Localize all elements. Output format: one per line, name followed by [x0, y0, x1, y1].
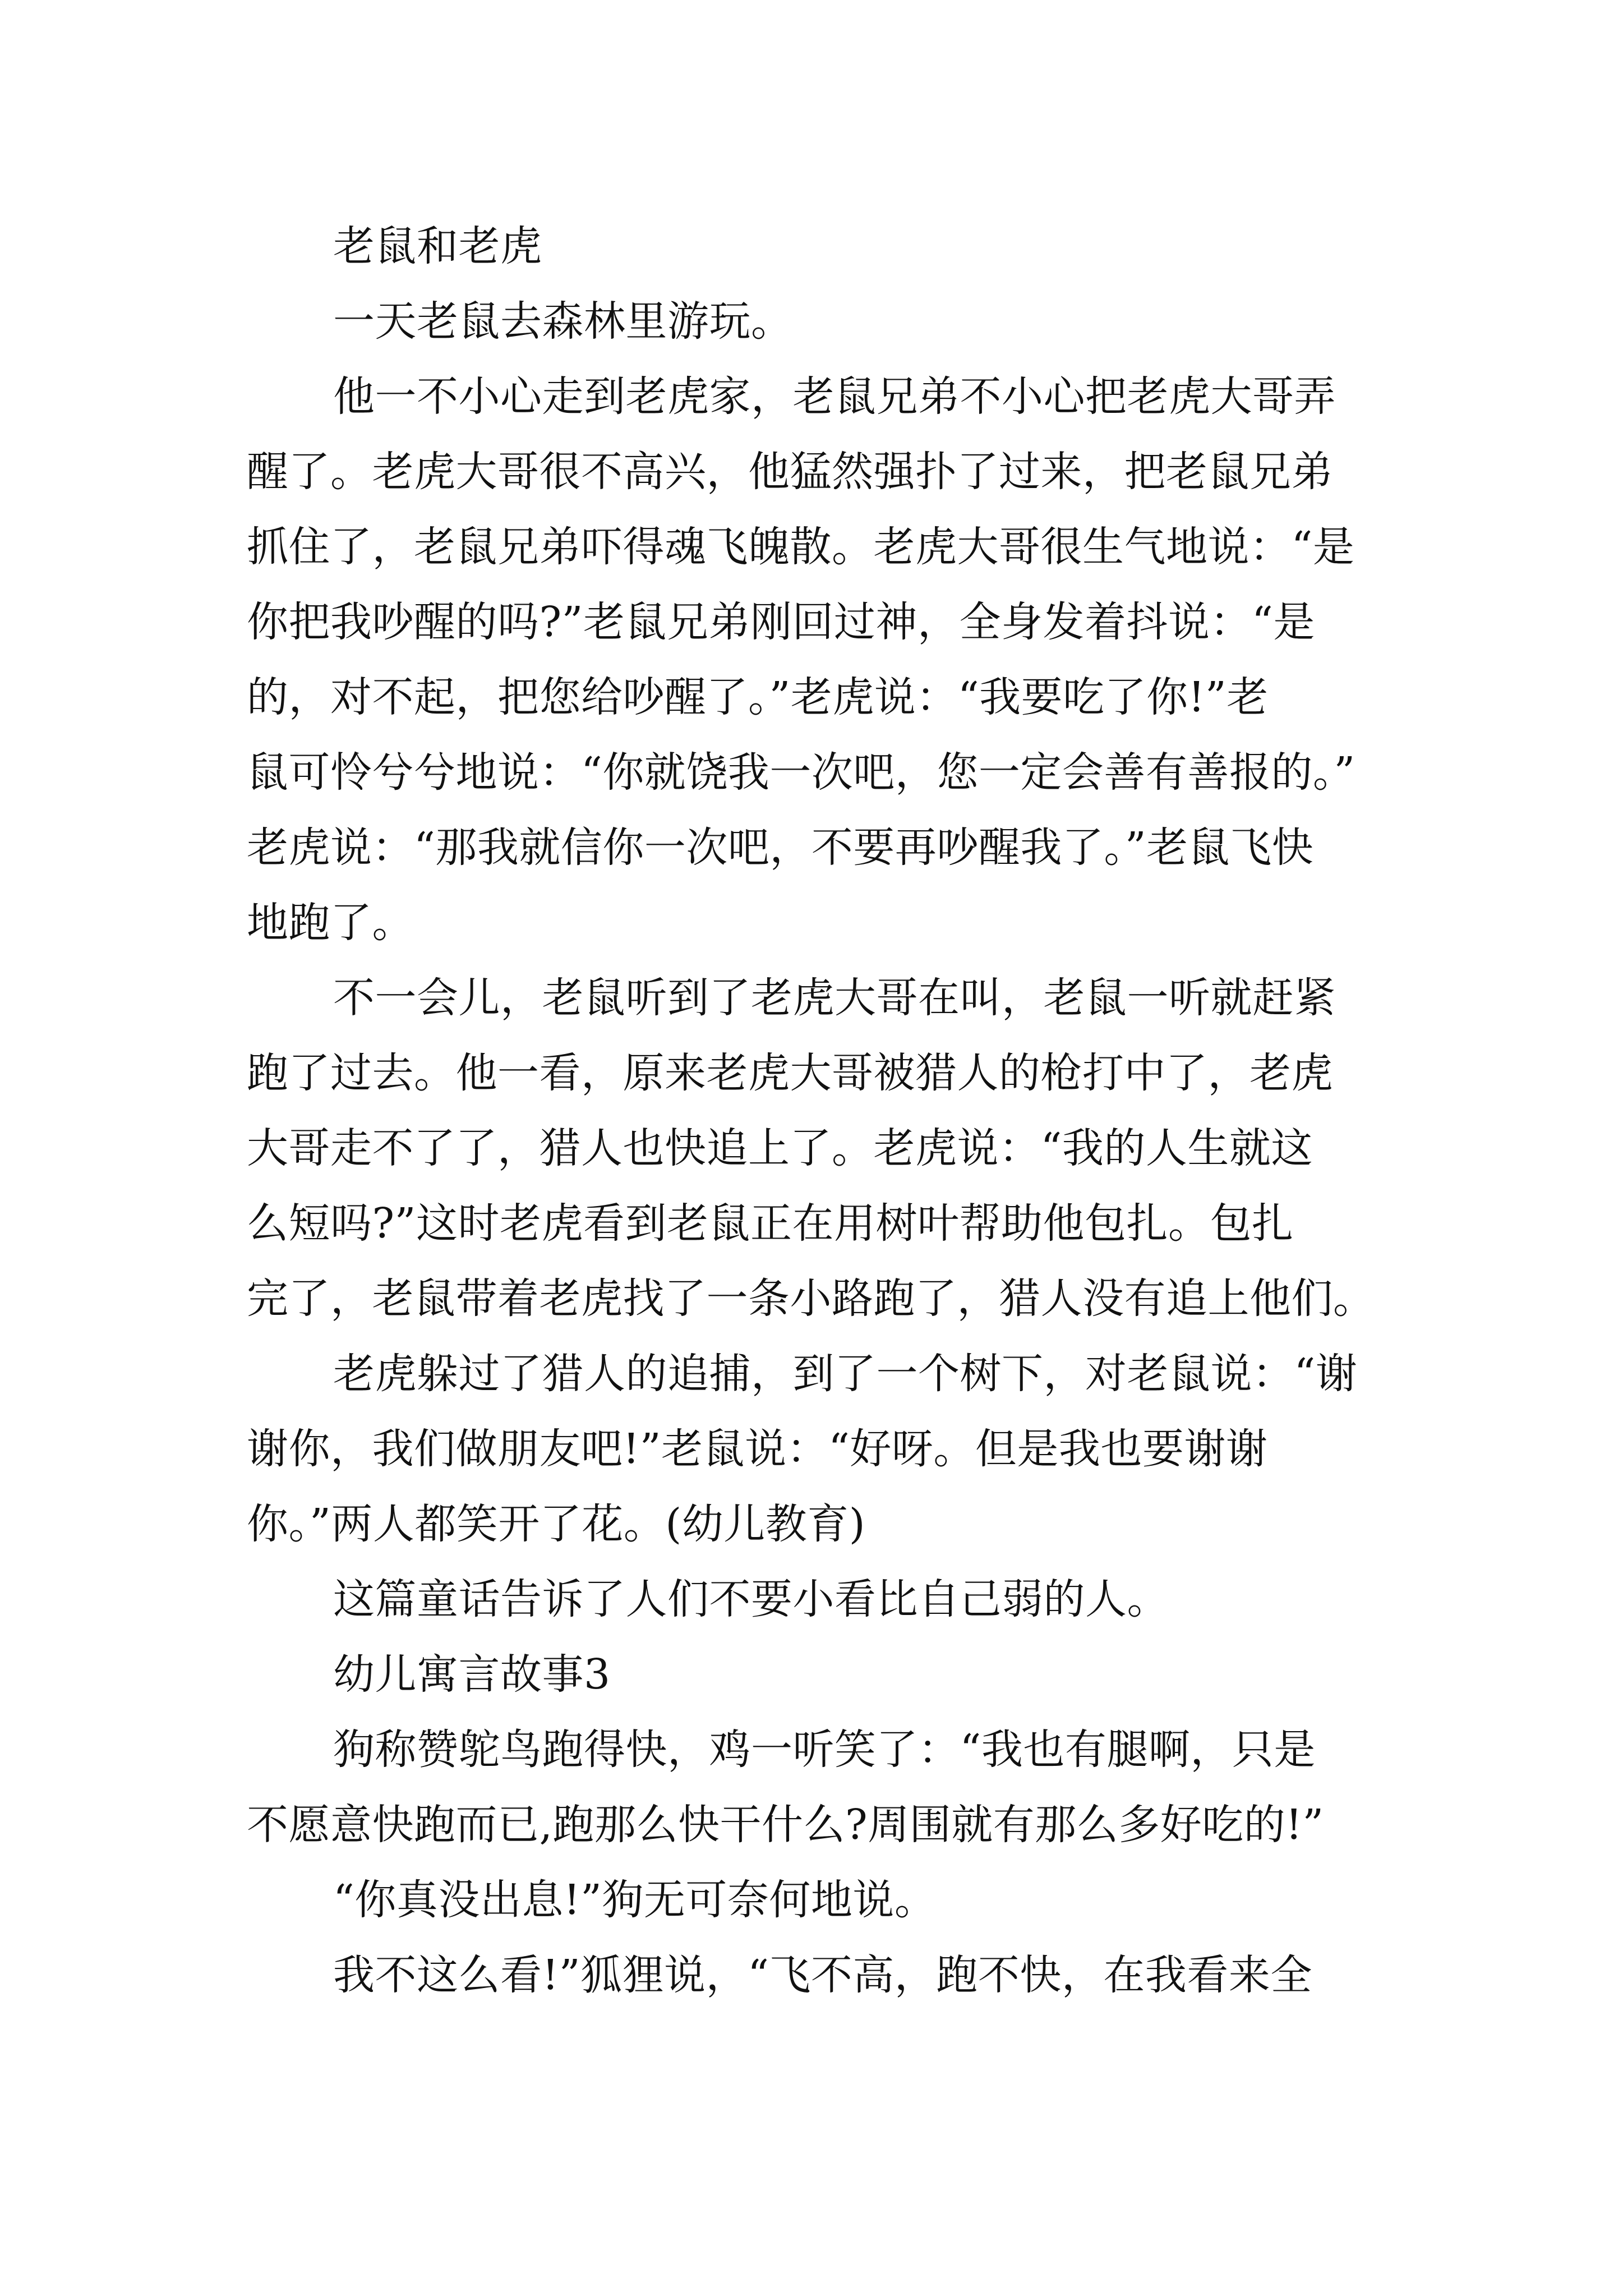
text-line: 不一会儿，老鼠听到了老虎大哥在叫，老鼠一听就赶紧: [333, 974, 1336, 1022]
text-line: 完了，老鼠带着老虎找了一条小路跑了，猎人没有追上他们。: [247, 1274, 1375, 1323]
text-line: 你。”两人都笑开了花。(幼儿教育): [247, 1500, 866, 1548]
text-line: 一天老鼠去森林里游玩。: [333, 297, 793, 346]
text-line: 大哥走不了了，猎人也快追上了。老虎说：“我的人生就这: [247, 1124, 1313, 1172]
text-line: 不愿意快跑而已,跑那么快干什么?周围就有那么多好吃的!”: [247, 1801, 1324, 1849]
text-line: 谢你，我们做朋友吧!”老鼠说：“好呀。但是我也要谢谢: [247, 1425, 1268, 1473]
text-line: “你真没出息!”狗无可奈何地说。: [333, 1876, 937, 1924]
text-line: 跑了过去。他一看，原来老虎大哥被猎人的枪打中了，老虎: [247, 1049, 1333, 1097]
section-heading: 幼儿寓言故事3: [333, 1650, 611, 1699]
text-line: 抓住了，老鼠兄弟吓得魂飞魄散。老虎大哥很生气地说：“是: [247, 523, 1355, 571]
text-line: 鼠可怜兮兮地说：“你就饶我一次吧，您一定会善有善报的。”: [247, 748, 1355, 797]
text-line: 他一不小心走到老虎家，老鼠兄弟不小心把老虎大哥弄: [333, 372, 1336, 421]
text-line: 老虎躲过了猎人的追捕，到了一个树下，对老鼠说：“谢: [333, 1350, 1358, 1398]
text-line: 地跑了。: [247, 899, 414, 947]
text-line: 狗称赞鸵鸟跑得快，鸡一听笑了：“我也有腿啊，只是: [333, 1726, 1316, 1774]
text-line: 老虎说：“那我就信你一次吧，不要再吵醒我了。”老鼠飞快: [247, 823, 1314, 872]
text-line: 么短吗?”这时老虎看到老鼠正在用树叶帮助他包扎。包扎: [247, 1199, 1294, 1248]
text-line: 我不这么看!”狐狸说，“飞不高，跑不快，在我看来全: [333, 1951, 1312, 1999]
text-line: 的，对不起，把您给吵醒了。”老虎说：“我要吃了你!”老: [247, 673, 1269, 721]
text-line: 醒了。老虎大哥很不高兴，他猛然强扑了过来，把老鼠兄弟: [247, 448, 1333, 496]
text-line: 你把我吵醒的吗?”老鼠兄弟刚回过神，全身发着抖说：“是: [247, 598, 1315, 646]
story-title: 老鼠和老虎: [333, 222, 542, 270]
text-line: 这篇童话告诉了人们不要小看比自己弱的人。: [333, 1575, 1169, 1623]
